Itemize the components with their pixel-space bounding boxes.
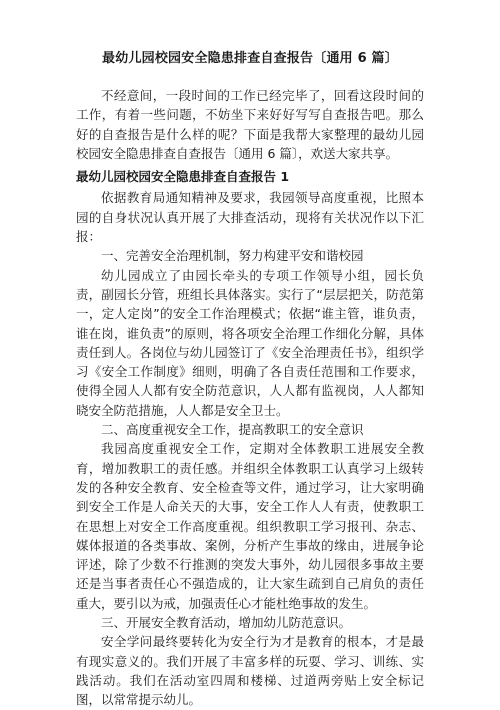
heading-safety-mechanism: 一、完善安全治理机制，努力构建平安和谐校园 <box>101 248 364 264</box>
intro-paragraph: 不经意间，一段时间的工作已经完毕了，回看这段时间的工作，有着一些问题，不妨坐下来好好写写自查报告吧。那么好的自查报告是什么样的呢？下面是我帮大家整理的最幼儿园校园安全隐患排查自查报告〔通用 6 篇〕，欢送大家共享。 <box>76 88 424 161</box>
paragraph-safety-mechanism: 幼儿园成立了由园长牵头的专项工作领导小组，园长负责，副园长分管，班组长具体落实。实行了“层层把关，防范第一，定人定岗”的安全工作治理模式；依据“谁主管，谁负责，谁在岗，谁负责”的原则，将各项安全治理工作细化分解，具体责任到人。各岗位与幼儿园签订了《安全治理责任书》，组织学习《安全工作制度》细则，明确了各自责任范围和工作要求，使得全园人人都有安全防范意识，人人都有监视岗，人人都知晓安全防范措施，人人都是安全卫士。 <box>76 267 424 418</box>
section-title: 最幼儿园校园安全隐患排查自查报告 1 <box>76 169 290 185</box>
heading-staff-awareness: 二、高度重视安全工作，提高教职工的安全意识 <box>101 422 364 438</box>
paragraph-staff-awareness: 我园高度重视安全工作，定期对全体教职工进展安全教育，增加教职工的责任感。并组织全体教职工认真学习上级转发的各种安全教育、安全检查等文件，通过学习，让大家明确到安全工作是人命关天的大事，安全工作人人有责，使教职工在思想上对安全工作高度重视。组织教职工学习报刊、杂志、媒体报道的各类事故、案例，分析产生事故的缘由，进展争论评述，除了少数不行推测的突发大事外，幼儿园很多事故主要还是当事者责任心不强造成的，让大家生疏到自己肩负的责任重大，要引以为戒，加强责任心才能杜绝事故的发生。 <box>76 441 424 611</box>
heading-child-education: 三、开展安全教育活动，增加幼儿防范意识。 <box>101 615 352 631</box>
paragraph-child-education: 安全学问最终要转化为安全行为才是教育的根本，才是最有现实意义的。我们开展了丰富多样的玩耍、学习、训练、实践活动。我们在活动室四周和楼梯、过道两旁贴上安全标记图，以常常提示幼儿。 <box>76 634 424 708</box>
document-title: 最幼儿园校园安全隐患排查自查报告〔通用 6 篇〕 <box>102 51 398 66</box>
paragraph-overview: 依据教育局通知精神及要求，我园领导高度重视，比照本园的自身状况认真开展了大排查活动，现将有关状况作以下汇报： <box>76 190 424 245</box>
